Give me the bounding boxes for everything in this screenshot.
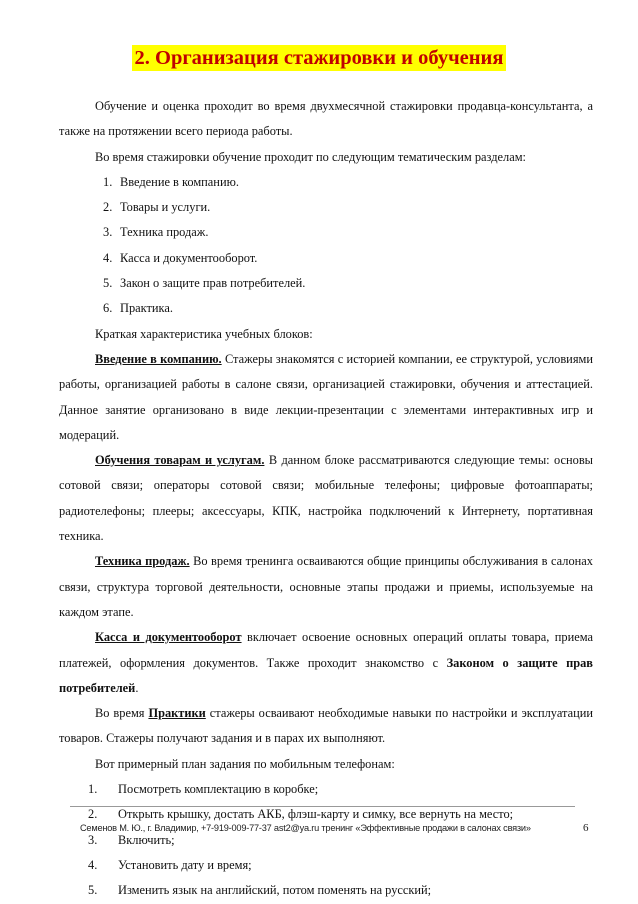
block-text-start: Во время (95, 706, 149, 721)
paragraph-intro-block (59, 347, 593, 448)
list-item (59, 777, 593, 802)
list-number: 5. (88, 883, 98, 898)
list-item-text: Практика. (120, 301, 173, 316)
list-item-text: Товары и услуги. (120, 200, 211, 215)
paragraph-practice-block (59, 701, 593, 752)
list-number: 3. (88, 832, 98, 847)
paragraph-topics-intro: Во время стажировки обучение проходит по следующим тематическим разделам: (95, 149, 526, 164)
title-wrap (0, 45, 638, 71)
block-heading: Практики (148, 706, 206, 721)
list-number: 3. (103, 225, 113, 240)
list-number: 2. (88, 807, 98, 822)
list-number: 1. (103, 174, 113, 189)
block-text: включает освоение основных операций оплаты товара, приема платежей, оформления документов. Также проходит знакомство с (59, 630, 593, 670)
law-reference: Законом о защите прав потребителей (59, 655, 593, 695)
block-text-end: . (135, 680, 139, 695)
list-item-text: Техника продаж. (120, 225, 209, 240)
tasks-list (59, 777, 593, 903)
block-text: В данном блоке рассматриваются следующие темы: основы сотовой связи; операторы сотовой связи; мобильные телефоны; цифровые фотоаппараты; радиотелефоны; плееры; аксессуары, КПК, настройка подключений к Интернету, портативная техника. (59, 453, 593, 544)
list-number: 2. (103, 200, 113, 215)
list-item (59, 878, 593, 903)
list-number: 6. (103, 301, 113, 316)
paragraph-sales-block (59, 549, 593, 625)
page-footer: Семенов М. Ю., г. Владимир, +7-919-009-77-37 ast2@ya.ru тренинг «Эффективные продажи в салонах связи» (80, 823, 531, 833)
section-title: 2. Организация стажировки и обучения (132, 45, 507, 71)
block-text: Стажеры знакомятся с историей компании, ее структурой, условиями работы, организацией работы в салоне связи, организацией стажировки, обучения и аттестацией. Данное занятие организовано в виде лекции-презентации с элементами интерактивных игр и модераций. (59, 351, 593, 442)
page-number: 6 (583, 822, 589, 834)
list-item (59, 271, 593, 296)
paragraph-blocks-intro: Краткая характеристика учебных блоков: (95, 326, 313, 341)
list-item-text: Закон о защите прав потребителей. (120, 276, 306, 291)
block-text: Во время тренинга осваиваются общие принципы обслуживания в салонах связи, структура торговой деятельности, основные этапы продажи и приемы, используемые на каждом этапе. (59, 554, 593, 619)
list-item (59, 170, 593, 195)
list-item (59, 296, 593, 321)
list-item (59, 220, 593, 245)
list-item (59, 195, 593, 220)
list-item-text: Введение в компанию. (120, 174, 239, 189)
block-heading: Техника продаж. (95, 554, 190, 569)
document-body (59, 94, 593, 904)
paragraph-plan-intro: Вот примерный план задания по мобильным телефонам: (95, 756, 395, 771)
list-number: 1. (88, 782, 98, 797)
list-item (59, 246, 593, 271)
list-number: 5. (103, 276, 113, 291)
paragraph-cash-block (59, 625, 593, 701)
list-item-text: Посмотреть комплектацию в коробке; (118, 782, 319, 797)
list-item-text: Касса и документооборот. (120, 250, 258, 265)
block-text: стажеры осваивают необходимые навыки по настройки и эксплуатации товаров. Стажеры получают задания и в парах их выполняют. (59, 706, 593, 746)
list-item-text: Установить дату и время; (118, 857, 252, 872)
list-number: 4. (103, 250, 113, 265)
paragraph-intro: Обучение и оценка проходит во время двухмесячной стажировки продавца-консультанта, а также на протяжении всего периода работы. (59, 99, 593, 139)
block-heading: Введение в компанию. (95, 351, 222, 366)
block-heading: Касса и документооборот (95, 630, 242, 645)
list-item-text: Открыть крышку, достать АКБ, флэш-карту и симку, все вернуть на место; (118, 807, 514, 822)
list-item-text: Включить; (118, 832, 175, 847)
paragraph-goods-block (59, 448, 593, 549)
block-heading: Обучения товарам и услугам. (95, 453, 265, 468)
list-item (59, 853, 593, 878)
topics-list (59, 170, 593, 322)
list-number: 4. (88, 857, 98, 872)
list-item-text: Изменить язык на английский, потом поменять на русский; (118, 883, 432, 898)
footer-divider (70, 806, 575, 807)
